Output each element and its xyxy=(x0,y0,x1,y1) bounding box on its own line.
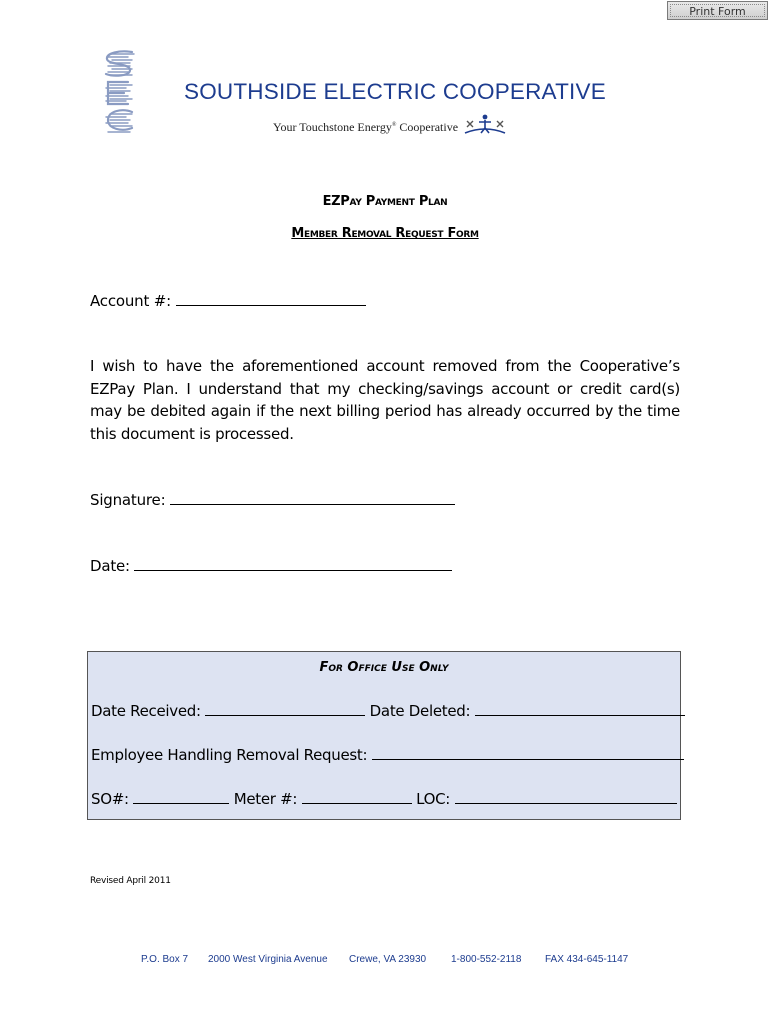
so-meter-loc-row xyxy=(91,789,677,808)
footer-city: Crewe, VA 23930 xyxy=(349,954,427,965)
signature-field xyxy=(90,490,455,509)
footer-street: 2000 West Virginia Avenue xyxy=(208,954,328,965)
signature-label: Signature: xyxy=(90,491,166,509)
registered-mark: ® xyxy=(391,122,397,128)
date-field xyxy=(90,556,452,575)
organization-name: SOUTHSIDE ELECTRIC COOPERATIVE xyxy=(184,79,606,104)
so-label: SO#: xyxy=(91,790,129,808)
tagline xyxy=(273,120,458,135)
employee-row xyxy=(91,745,684,764)
date-deleted-label: Date Deleted: xyxy=(369,702,471,720)
date-label: Date: xyxy=(90,557,130,575)
footer-po-box: P.O. Box 7 xyxy=(141,954,189,965)
office-use-title: For Office Use Only xyxy=(319,660,449,675)
account-label: Account #: xyxy=(90,292,171,310)
print-form-label: Print Form xyxy=(670,4,765,17)
employee-label: Employee Handling Removal Request: xyxy=(91,746,368,764)
meter-label: Meter #: xyxy=(233,790,298,808)
form-subtitle: Member Removal Request Form xyxy=(291,226,479,241)
loc-label: LOC: xyxy=(416,790,451,808)
revised-date: Revised April 2011 xyxy=(90,876,171,886)
footer-phone: 1-800-552-2118 xyxy=(451,954,522,965)
date-received-row xyxy=(91,701,685,720)
form-title: EZPay Payment Plan xyxy=(322,194,448,209)
account-input-line[interactable] xyxy=(176,291,366,306)
print-form-button[interactable] xyxy=(667,1,768,20)
cooperative-logo xyxy=(98,48,142,138)
tagline-cooperative: Cooperative xyxy=(399,120,459,134)
account-field xyxy=(90,291,366,310)
date-received-input-line[interactable] xyxy=(205,701,365,716)
tagline-text: Your Touchstone Energy xyxy=(273,120,392,134)
employee-input-line[interactable] xyxy=(372,745,684,760)
date-deleted-input-line[interactable] xyxy=(475,701,685,716)
touchstone-energy-icon xyxy=(463,113,507,139)
date-received-label: Date Received: xyxy=(91,702,201,720)
meter-input-line[interactable] xyxy=(302,789,412,804)
so-input-line[interactable] xyxy=(133,789,229,804)
footer-fax: FAX 434-645-1147 xyxy=(545,954,629,965)
removal-statement: I wish to have the aforementioned account removed from the Cooperative’s EZPay Plan. I understand that my checking/savings account or credit card(s) may be debited again if the next billing period has already occurred by the time this document is processed. xyxy=(90,357,680,443)
date-input-line[interactable] xyxy=(134,556,452,571)
office-use-box xyxy=(87,651,681,820)
loc-input-line[interactable] xyxy=(455,789,677,804)
signature-input-line[interactable] xyxy=(170,490,455,505)
